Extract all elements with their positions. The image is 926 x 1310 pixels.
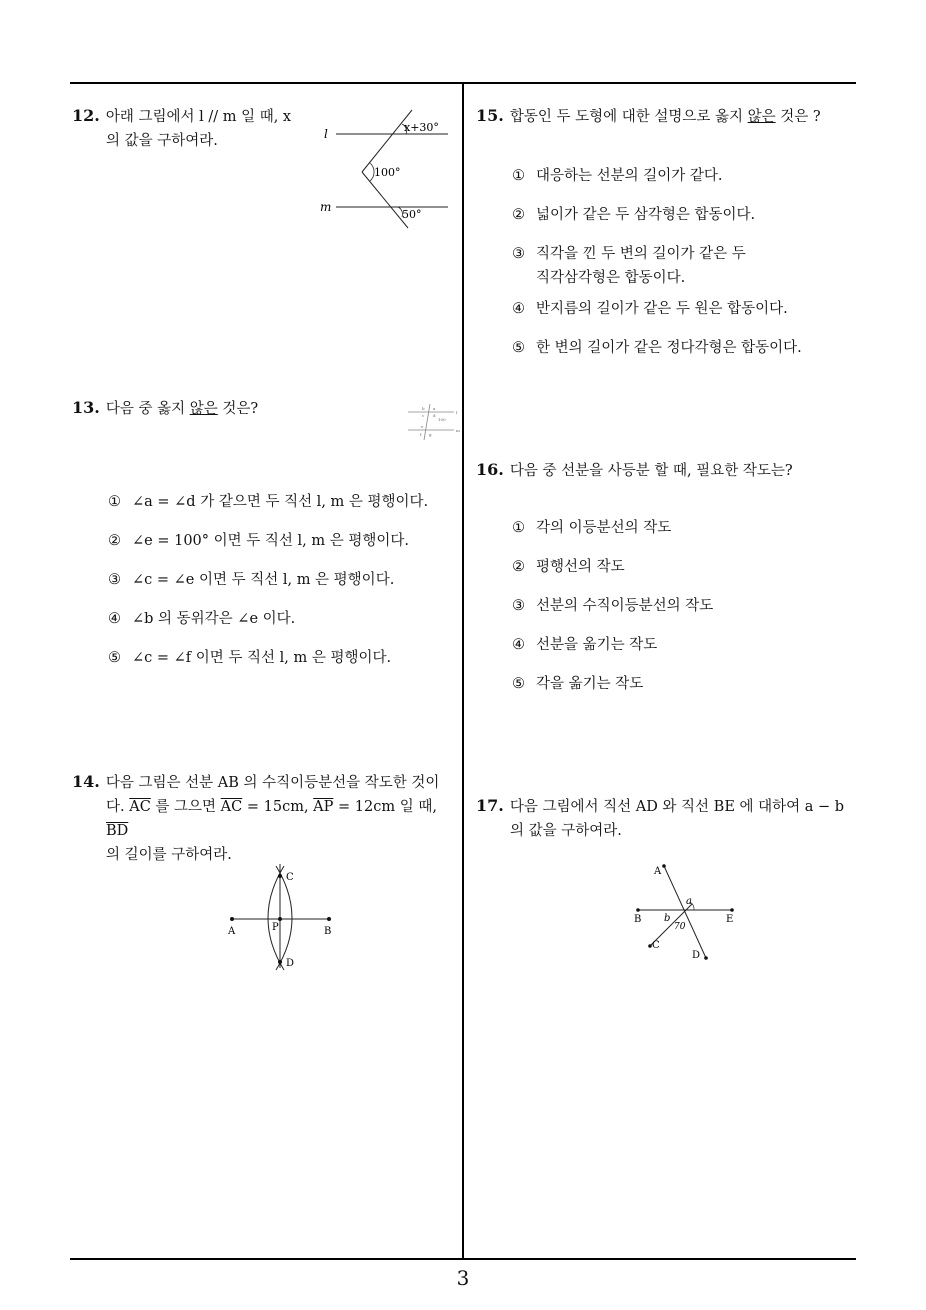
question-text-line1: 다음 그림은 선분 AB 의 수직이등분선을 작도한 것이 bbox=[105, 775, 440, 791]
angle-label-a: a bbox=[686, 896, 692, 907]
choice-mark: ④ bbox=[512, 637, 525, 653]
choice-4[interactable] bbox=[512, 633, 657, 654]
choice-mark: ① bbox=[512, 520, 525, 536]
choice-text: 각의 이등분선의 작도 bbox=[536, 520, 672, 536]
label-m: m bbox=[320, 200, 332, 214]
point-a bbox=[230, 917, 234, 921]
angle-bot-label: 50° bbox=[402, 208, 422, 221]
q14-bisector-figure bbox=[222, 860, 340, 972]
choice-text: 한 변의 길이가 같은 정다각형은 합동이다. bbox=[536, 340, 802, 356]
choice-text: 직각을 낀 두 변의 길이가 같은 두 bbox=[536, 246, 746, 262]
choice-text: ∠e = 100° 이면 두 직선 l, m 은 평행이다. bbox=[132, 533, 409, 549]
choice-3[interactable] bbox=[512, 242, 746, 290]
question-14 bbox=[72, 770, 458, 867]
choice-text: 대응하는 선분의 길이가 같다. bbox=[536, 168, 723, 184]
choice-2[interactable] bbox=[108, 529, 409, 550]
question-number: 15. bbox=[476, 106, 504, 125]
label-d: D bbox=[692, 950, 701, 961]
question-13 bbox=[72, 396, 258, 421]
choice-mark: ② bbox=[108, 533, 121, 549]
choice-mark: ③ bbox=[108, 572, 121, 588]
label-c: c bbox=[422, 413, 425, 418]
choice-5[interactable] bbox=[512, 336, 802, 357]
transversal-upper bbox=[362, 110, 412, 172]
point-d bbox=[278, 960, 282, 964]
point-b bbox=[636, 908, 640, 912]
label-g: g bbox=[429, 432, 432, 437]
label-a: A bbox=[654, 866, 662, 877]
choice-1[interactable] bbox=[108, 490, 428, 511]
choice-mark: ① bbox=[108, 494, 121, 510]
question-text: 다음 중 옳지 bbox=[105, 401, 190, 417]
label-c: C bbox=[652, 940, 660, 951]
choice-5[interactable] bbox=[512, 672, 643, 693]
label-b: B bbox=[634, 914, 642, 925]
question-text-line2: 의 값을 구하여라. bbox=[106, 133, 218, 149]
choice-text: 각을 옮기는 작도 bbox=[536, 676, 644, 692]
point-b bbox=[327, 917, 331, 921]
q13-small-figure bbox=[404, 402, 460, 442]
question-number: 13. bbox=[72, 398, 100, 417]
angle-label-b: b bbox=[664, 913, 671, 924]
text-part: = 12cm 일 때, bbox=[333, 799, 437, 815]
choice-text: ∠a = ∠d 가 같으면 두 직선 l, m 은 평행이다. bbox=[132, 494, 429, 510]
angle-label-70: 70 bbox=[674, 922, 686, 932]
point-a bbox=[662, 864, 666, 868]
label-m: m bbox=[456, 428, 460, 433]
choice-3[interactable] bbox=[108, 568, 394, 589]
choice-mark: ⑤ bbox=[108, 650, 121, 666]
question-17 bbox=[476, 794, 860, 843]
question-number: 16. bbox=[476, 460, 504, 479]
bottom-rule bbox=[70, 1258, 856, 1260]
question-text-end: 것은? bbox=[217, 401, 259, 417]
question-number: 14. bbox=[72, 772, 100, 791]
choice-text: 선분의 수직이등분선의 작도 bbox=[536, 598, 714, 614]
label-e: E bbox=[726, 914, 734, 925]
text-part: = 15cm, bbox=[242, 799, 314, 815]
question-text-line2 bbox=[72, 795, 458, 843]
label-d: D bbox=[286, 958, 295, 969]
choice-text: 선분을 옮기는 작도 bbox=[536, 637, 658, 653]
label-f: f bbox=[420, 432, 422, 437]
choice-4[interactable] bbox=[512, 297, 788, 318]
question-text: 합동인 두 도형에 대한 설명으로 옳지 bbox=[509, 109, 748, 125]
underlined-word: 않은 bbox=[189, 401, 218, 417]
choice-2[interactable] bbox=[512, 555, 625, 576]
segment-ac: $\overline{AC}$ bbox=[220, 799, 243, 815]
point-p bbox=[278, 917, 282, 921]
label-l: l bbox=[456, 410, 458, 415]
q12-parallel-lines-figure bbox=[318, 104, 458, 232]
choice-mark: ② bbox=[512, 559, 525, 575]
choice-5[interactable] bbox=[108, 646, 391, 667]
label-b: b bbox=[422, 406, 425, 411]
choice-text: ∠b 의 동위각은 ∠e 이다. bbox=[132, 611, 296, 627]
choice-mark: ④ bbox=[108, 611, 121, 627]
choice-text: 넓이가 같은 두 삼각형은 합동이다. bbox=[536, 207, 756, 223]
choice-mark: ③ bbox=[512, 598, 525, 614]
question-text: 다음 중 선분을 사등분 할 때, 필요한 작도는? bbox=[509, 463, 793, 479]
choice-text: 평행선의 작도 bbox=[536, 559, 625, 575]
segment-bd: $\overline{BD}$ bbox=[106, 823, 129, 839]
label-a: A bbox=[228, 926, 236, 937]
label-e: e bbox=[421, 424, 424, 429]
line-ad bbox=[664, 866, 706, 958]
question-number: 17. bbox=[476, 796, 504, 815]
choice-text: ∠c = ∠e 이면 두 직선 l, m 은 평행이다. bbox=[132, 572, 395, 588]
choice-mark: ① bbox=[512, 168, 525, 184]
choice-mark: ⑤ bbox=[512, 676, 525, 692]
q17-lines-figure bbox=[624, 860, 744, 964]
question-text-line1: 아래 그림에서 l // m 일 때, x bbox=[105, 109, 292, 125]
question-16 bbox=[476, 458, 793, 483]
point-d bbox=[704, 956, 708, 960]
point-e bbox=[730, 908, 734, 912]
angle-mid-label: 100° bbox=[374, 166, 401, 179]
question-12 bbox=[72, 104, 291, 153]
question-text-line3: 의 길이를 구하여라. bbox=[106, 847, 232, 863]
angle-top-label: x+30° bbox=[404, 121, 439, 134]
text-part: 다. bbox=[106, 799, 130, 815]
choice-4[interactable] bbox=[108, 607, 295, 628]
segment-ap: $\overline{AP}$ bbox=[313, 799, 334, 815]
choice-text: 반지름의 길이가 같은 두 원은 합동이다. bbox=[536, 301, 788, 317]
label-l: l bbox=[324, 127, 328, 141]
text-part: 를 그으면 bbox=[150, 799, 221, 815]
choice-mark: ② bbox=[512, 207, 525, 223]
question-text-end: 것은 ? bbox=[775, 109, 821, 125]
choice-text: ∠c = ∠f 이면 두 직선 l, m 은 평행이다. bbox=[132, 650, 392, 666]
column-divider bbox=[462, 83, 464, 1259]
question-text-line1: 다음 그림에서 직선 AD 와 직선 BE 에 대하여 a − b bbox=[509, 799, 845, 815]
label-d: d bbox=[433, 413, 436, 418]
underlined-word: 않은 bbox=[747, 109, 776, 125]
segment-ac: $\overline{AC}$ bbox=[129, 799, 151, 815]
question-number: 12. bbox=[72, 106, 100, 125]
question-text-line2: 의 값을 구하여라. bbox=[510, 823, 622, 839]
choice-mark: ⑤ bbox=[512, 340, 525, 356]
label-p: P bbox=[272, 922, 279, 933]
choice-1[interactable] bbox=[512, 164, 723, 185]
label-100: 100 bbox=[438, 417, 446, 422]
label-b: B bbox=[324, 926, 332, 937]
choice-text-cont: 직각삼각형은 합동이다. bbox=[536, 270, 686, 286]
label-c: C bbox=[286, 872, 294, 883]
choice-3[interactable] bbox=[512, 594, 713, 615]
choice-mark: ③ bbox=[512, 246, 525, 262]
page-number: 3 bbox=[456, 1266, 470, 1290]
choice-mark: ④ bbox=[512, 301, 525, 317]
label-a: a bbox=[433, 406, 436, 411]
point-c bbox=[278, 874, 282, 878]
choice-1[interactable] bbox=[512, 516, 671, 537]
choice-2[interactable] bbox=[512, 203, 755, 224]
question-15 bbox=[476, 104, 821, 129]
